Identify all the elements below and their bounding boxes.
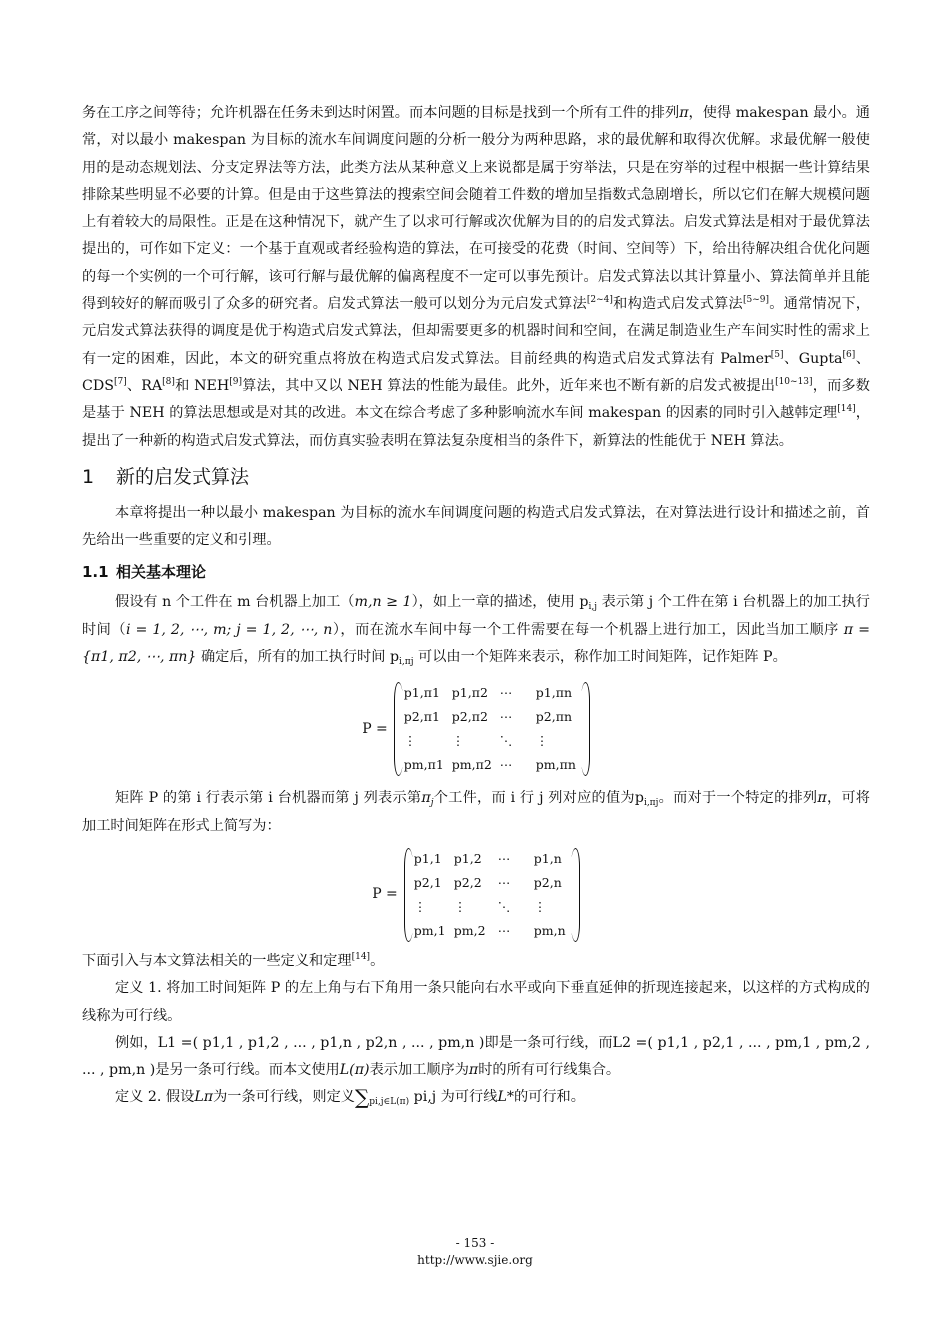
matrix-cell: p1,π2 xyxy=(451,685,488,701)
text: 的可行和。 xyxy=(513,1089,585,1106)
math-subscript: j xyxy=(430,798,434,809)
footer-url: http://www.sjie.org xyxy=(417,1253,533,1267)
math-inline xyxy=(579,594,598,613)
matrix-cell: ⋯ xyxy=(497,874,511,890)
lead-definitions-paragraph xyxy=(82,948,870,975)
text: 个工件，而 i 行 j 列对应的值为 xyxy=(433,790,635,807)
matrix-cell: ⋯ xyxy=(497,922,511,938)
math-symbol: p xyxy=(389,649,400,666)
math-symbol: p xyxy=(579,594,589,611)
citation: [9] xyxy=(229,376,243,387)
page-number: - 153 - xyxy=(455,1236,495,1250)
math-inline: π = {π1, π2, ⋯, πn} xyxy=(82,621,870,666)
math-inline xyxy=(421,790,434,809)
citation: [10~13] xyxy=(775,376,813,387)
basic-theory-paragraph xyxy=(82,589,870,671)
matrix-cell: p2,π1 xyxy=(403,709,440,725)
text: 。 xyxy=(370,952,385,969)
citation: [2~4] xyxy=(586,295,613,306)
math-subscript: i,j xyxy=(588,602,598,613)
section-title: 新的启发式算法 xyxy=(116,465,250,488)
matrix-cell: pm,πn xyxy=(535,757,576,773)
definition-1-paragraph: 定义 1. 将加工时间矩阵 P 的左上角与右下角用一条只能向右水平或向下垂直延伸的折现连接起来，以这样的方式构成的线称为可行线。 xyxy=(82,980,870,1024)
intro-text: 、Gupta xyxy=(783,350,843,367)
intro-text: 务在工序之间等待；允许机器在任务未到达时闲置。而本问题的目标是找到一个所有工件的排列 xyxy=(82,105,680,121)
matrix-cell: ⋮ xyxy=(403,733,417,749)
text: 定义 2. 假设 xyxy=(115,1089,195,1106)
matrix-cell: p2,1 xyxy=(413,874,442,890)
matrix-cell: p2,πn xyxy=(535,709,572,725)
text: 时的所有可行线集合。 xyxy=(478,1062,621,1079)
math-pi: π xyxy=(679,105,689,121)
math-l1: L1 =( p1,1 , p1,2 , ... , p1,n , p2,n , ... , pm,n ) xyxy=(157,1034,485,1051)
page-body xyxy=(82,100,870,1112)
example-paragraph xyxy=(82,1030,870,1085)
citation: [8] xyxy=(162,376,175,387)
text: 例如， xyxy=(115,1034,158,1051)
text: 下面引入与本文算法相关的一些定义和定理 xyxy=(82,952,352,969)
math-symbol: p xyxy=(634,790,644,807)
math-pi: π xyxy=(817,790,827,807)
math-subscript: i,πj xyxy=(399,657,414,668)
matrix-cell: ⋯ xyxy=(499,685,513,701)
matrix-cell: ⋮ xyxy=(451,733,465,749)
subsection-title: 相关基本理论 xyxy=(116,563,207,582)
matrix-cell: pm,π2 xyxy=(451,757,492,773)
matrix-cell: p1,π1 xyxy=(403,685,440,701)
citation: [7] xyxy=(113,376,127,387)
intro-text: ，提出了一种新的构造式启发式算法，而仿真实验表明在算法复杂度相当的条件下，新算法的性能优于 NEH 算法。 xyxy=(82,405,870,449)
text: 表示加工顺序为 xyxy=(369,1062,469,1079)
matrix-cell: pm,π1 xyxy=(403,757,444,773)
math-l-star: L* xyxy=(497,1089,514,1106)
matrix-cell: ⋯ xyxy=(499,709,513,725)
intro-text: 和构造式启发式算法 xyxy=(612,296,743,313)
matrix-cell: ⋮ xyxy=(535,733,549,749)
text: 是另一条可行线。而本文使用 xyxy=(155,1062,340,1079)
chapter-intro-paragraph: 本章将提出一种以最小 makespan 为目标的流水车间调度问题的构造式启发式算法，在对算法进行设计和描述之前，首先给出一些重要的定义和引理。 xyxy=(82,504,870,549)
text: 表示第 j 个工件在第 i 台机器上的加工执行时间（ xyxy=(82,594,870,638)
matrix-cell: ⋱ xyxy=(497,898,511,914)
math-l-pi: L(π) xyxy=(339,1062,370,1079)
math-subscript: i,πj xyxy=(643,798,659,809)
intro-text: ，使得 makespan 最小。通常，对以最小 makespan 为目标的流水车间调度问题的分析一般分为两种思路，求的最优解和取得次优解。求最优解一般使用的是动态规划法、分支定界法等方法，此类方法从某种意义上来说都是属于穷举法，只是在穷举的过程中根据一些计算结果排除某些明显不必要的计算。但是由于这些算法的搜索空间会随着工件数的增加呈指数式急剧增长，所以它们在解大规模问题上有着较大的局限性。正是在这种情况下，就产生了以求可行解或次优解为目的的启发式算法。启发式算法是相对于最优算法提出的，可作如下定义：一个基于直观或者经验构造的算法，在可接受的花费（时间、空间等）下，给出待解决组合优化问题的每一个实例的一个可行解，该可行解与最优解的偏离程度不一定可以事先预计。启发式算法以其计算量小、算法简单并且能得到较好的解而吸引了众多的研究者。启发式算法一般可以划分为元启发式算法 xyxy=(82,105,870,313)
intro-text: 、CDS xyxy=(82,350,870,394)
citation: [5] xyxy=(770,349,784,360)
matrix-cell: ⋱ xyxy=(499,733,513,749)
matrix-cell: p1,2 xyxy=(453,850,482,866)
text: ），如上一章的描述，使用 xyxy=(411,594,575,611)
matrix-cell: ⋯ xyxy=(497,850,511,866)
math-l2: L2 =( p1,1 , p2,1 , ... , pm,1 , pm,2 , ... , pm,n ) xyxy=(82,1034,870,1079)
matrix-cell: ⋮ xyxy=(533,898,547,914)
math-inline: i = 1, 2, ⋯, m; j = 1, 2, ⋯, n xyxy=(125,621,333,638)
math-l-pi-var: Lπ xyxy=(194,1089,214,1106)
text: 为可行线 xyxy=(440,1089,498,1106)
text: 为一条可行线，则定义 xyxy=(213,1089,355,1106)
text: 可以由一个矩阵来表示，称作加工时间矩阵，记作矩阵 P。 xyxy=(418,649,787,666)
text: 即是一条可行线，而 xyxy=(484,1034,613,1051)
subsection-number: 1.1 xyxy=(82,563,109,582)
math-pi: π xyxy=(468,1062,479,1079)
intro-text: 。通常情况下，元启发式算法获得的调度是优于构造式启发式算法，但却需要更多的机器时间和空间，在满足制造业生产车间实时性的需求上有一定的困难，因此，本文的研究重点将放在构造式启发式算法。目前经典的构造式启发式算法有 Palmer xyxy=(82,296,870,367)
matrix-equation-2 xyxy=(82,846,870,944)
matrix-cell: pm,1 xyxy=(413,922,446,938)
matrix-equation-1 xyxy=(82,677,870,781)
matrix-cell: p2,π2 xyxy=(451,709,488,725)
sum-symbol: ∑ xyxy=(354,1085,370,1110)
intro-text: 算法，其中又以 NEH 算法的性能为最佳。此外，近年来也不断有新的启发式被提出 xyxy=(242,377,776,394)
matrix-cell: p2,2 xyxy=(453,874,482,890)
text: 假设有 n 个工件在 m 台机器上加工（ xyxy=(115,594,355,611)
text: ，可将加工时间矩阵在形式上简写为： xyxy=(82,790,870,834)
text: 。而对于一个特定的排列 xyxy=(658,790,818,807)
matrix-cell: ⋮ xyxy=(413,898,427,914)
intro-text: ，而多数是基于 NEH 的算法思想或是对其的改进。本文在综合考虑了多种影响流水车间 makespan 的因素的同时引入越韩定理 xyxy=(82,377,870,422)
matrix-p-simplified xyxy=(404,848,580,942)
intro-paragraph xyxy=(82,100,870,455)
matrix-cell: pm,2 xyxy=(453,922,486,938)
matrix-cell: p1,πn xyxy=(535,685,572,701)
text: 确定后，所有的加工执行时间 xyxy=(200,649,386,666)
math-inline xyxy=(634,790,659,809)
matrix-label: P = xyxy=(372,886,398,903)
math-subscript: pi,j∈L(π) xyxy=(369,1097,410,1108)
math-symbol: π xyxy=(421,790,431,807)
section-heading xyxy=(82,462,870,492)
definition-2-paragraph xyxy=(82,1084,870,1111)
section-number: 1 xyxy=(82,465,95,488)
math-term: pi,j xyxy=(413,1089,437,1106)
matrix-cell: ⋯ xyxy=(499,757,513,773)
matrix-description-paragraph xyxy=(82,785,870,840)
matrix-label: P = xyxy=(362,720,388,737)
matrix-cell: ⋮ xyxy=(453,898,467,914)
matrix-cell: p2,n xyxy=(533,874,562,890)
math-inline xyxy=(389,649,414,668)
intro-text: 、RA xyxy=(126,377,163,394)
matrix-cell: pm,n xyxy=(533,922,566,938)
subsection-heading xyxy=(82,558,870,586)
text: 矩阵 P 的第 i 行表示第 i 台机器而第 j 列表示第 xyxy=(115,790,422,807)
text: ），而在流水车间中每一个工件需要在每一个机器上进行加工，因此当加工顺序 xyxy=(332,621,839,638)
matrix-cell: p1,n xyxy=(533,850,562,866)
citation: [14] xyxy=(351,951,371,962)
citation: [14] xyxy=(837,404,856,415)
citation: [5~9] xyxy=(742,295,769,306)
matrix-p-pi xyxy=(394,682,590,776)
matrix-cell: p1,1 xyxy=(413,850,442,866)
math-inline: m,n ≥ 1 xyxy=(354,594,412,611)
intro-text: 和 NEH xyxy=(174,377,230,394)
citation: [6] xyxy=(842,349,856,360)
